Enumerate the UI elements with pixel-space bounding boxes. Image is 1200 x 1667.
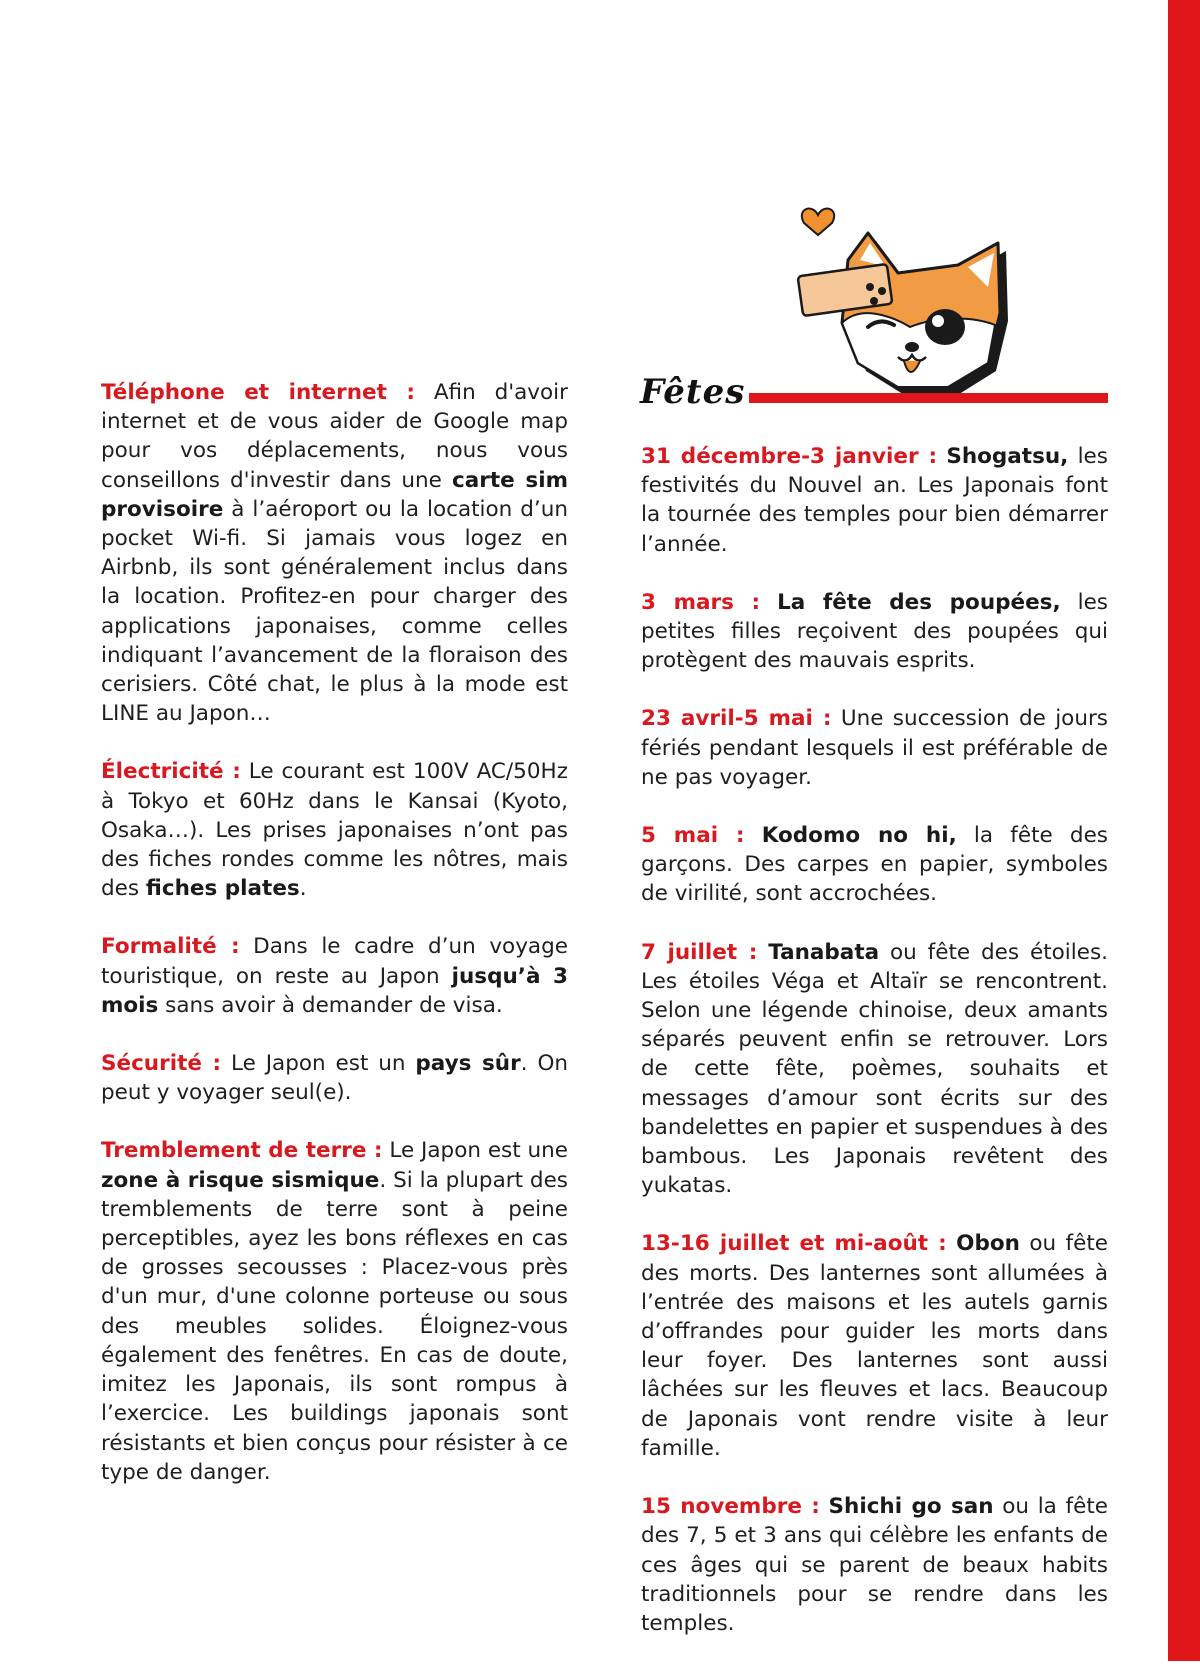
festival-paragraph — [641, 821, 1108, 909]
festival-label: 5 mai : — [641, 823, 745, 849]
body-text — [820, 1494, 829, 1519]
festival-label: 31 décembre-3 janvier : — [641, 444, 938, 469]
shiba-dog-winking-icon — [790, 205, 1040, 415]
info-label: Téléphone et internet : — [101, 380, 415, 405]
emphasis-text: carte sim provisoire — [101, 467, 568, 522]
emphasis-text: jusqu’à 3 mois — [101, 963, 568, 1018]
body-text — [937, 444, 946, 469]
festival-paragraph — [641, 938, 1108, 1201]
festival-label: 3 mars : — [641, 589, 761, 615]
red-side-bar — [1168, 0, 1200, 1661]
emphasis-text: La fête des poupées, — [777, 589, 1061, 615]
emphasis-text: Shichi go san — [828, 1494, 994, 1520]
festival-paragraph — [641, 704, 1108, 792]
body-text — [760, 590, 777, 615]
body-text: . — [299, 876, 307, 902]
info-label: Sécurité : — [101, 1051, 222, 1077]
body-text: Le Japon est une — [382, 1138, 568, 1164]
body-text: Dans le cadre d’un voyage touristique, on reste au Japon — [101, 934, 568, 989]
info-paragraph — [101, 1136, 568, 1486]
body-text: Le courant est 100V AC/50Hz à Tokyo et 60Hz dans le Kansai (Kyoto, Osaka…). Les prises japonaises n’ont pas des fiches rondes comme les nôtres, mais des — [101, 759, 568, 902]
festival-label: 23 avril-5 mai : — [641, 706, 832, 732]
body-text: les festivités du Nouvel an. Les Japonais font la tournée des temples pour bien démarrer l’année. — [641, 444, 1108, 557]
emphasis-text: Obon — [956, 1231, 1020, 1257]
body-text: les petites filles reçoivent des poupées qui protègent des mauvais esprits. — [641, 589, 1108, 674]
emphasis-text: Tanabata — [768, 939, 880, 965]
body-text: Une succession de jours fériés pendant lesquels il est préférable de ne pas voyager. — [641, 706, 1108, 790]
info-label: Électricité : — [101, 759, 241, 785]
info-label: Formalité : — [101, 934, 240, 960]
body-text: . Si la plupart des tremblements de terre sont à peine perceptibles, ayez les bons réflexes en cas de grosses secousses : Placez-vous près d'un mur, d'une colonne porteuse ou sous des meubles solides. Éloignez-vous également des fenêtres. En cas de doute, imitez les Japonais, ils sont rompus à l’exercice. Les buildings japonais sont résistants et bien conçus pour résister à ce type de danger. — [101, 1167, 568, 1485]
body-text: la fête des garçons. Des carpes en papier, symboles de virilité, sont accrochées. — [641, 823, 1108, 907]
body-text: à l’aéroport ou la location d’un pocket Wi-fi. Si jamais vous logez en Airbnb, ils sont généralement inclus dans la location. Profitez-en pour charger des applications japonaises, comme celles indiquant l’avancement de la floraison des cerisiers. Côté chat, le plus à la mode est LINE au Japon… — [101, 496, 568, 727]
emphasis-text: fiches plates — [145, 876, 300, 902]
body-text: sans avoir à demander de visa. — [158, 992, 503, 1018]
body-text: . On peut y voyager seul(e). — [101, 1051, 568, 1106]
festivals-column — [641, 442, 1108, 1667]
body-text — [757, 940, 768, 965]
emphasis-text: Kodomo no hi, — [761, 823, 957, 849]
info-paragraph — [101, 1049, 568, 1107]
body-text: ou fête des étoiles. Les étoiles Véga et Altaïr se rencontrent. Selon une légende chinoise, deux amants séparés peuvent enfin se retrouver. Lors de cette fête, poèmes, souhaits et messages d’amour sont écrits sur des bandelettes en papier et suspendues à des bambous. Les Japonais revêtent des yukatas. — [641, 939, 1109, 1199]
info-label: Tremblement de terre : — [101, 1138, 383, 1164]
festival-label: 15 novembre : — [641, 1494, 820, 1520]
festival-paragraph — [641, 442, 1108, 559]
festival-paragraph — [641, 1229, 1108, 1463]
body-text: Le Japon est un — [221, 1051, 416, 1077]
body-text — [947, 1231, 956, 1256]
info-paragraph — [101, 932, 568, 1020]
festival-paragraph — [641, 588, 1108, 676]
emphasis-text: pays sûr — [415, 1051, 521, 1077]
body-text: Afin d'avoir internet et de vous aider de Google map pour vos déplacements, nous vous conseillons d'investir dans une — [101, 380, 568, 493]
practical-info-column — [101, 378, 568, 1516]
title-underline — [749, 393, 1108, 403]
festival-paragraph — [641, 1492, 1108, 1638]
festival-label: 7 juillet : — [641, 939, 758, 965]
emphasis-text: Shogatsu, — [946, 444, 1069, 469]
emphasis-text: zone à risque sismique — [101, 1167, 380, 1193]
body-text: ou la fête des 7, 5 et 3 ans qui célèbre les enfants de ces âges qui se parent de beaux habits traditionnels pour se rendre dans les temples. — [641, 1494, 1108, 1636]
info-paragraph — [101, 757, 568, 903]
info-paragraph — [101, 378, 568, 728]
body-text — [745, 823, 762, 848]
heart-icon — [802, 209, 834, 235]
festival-label: 13-16 juillet et mi-août : — [641, 1231, 947, 1257]
body-text: ou fête des morts. Des lanternes sont allumées à l’entrée des maisons et les autels garnis d’offrandes pour guider les morts dans leur foyer. Des lanternes sont aussi lâchées sur les fleuves et lacs. Beaucoup de Japonais vont rendre visite à leur famille. — [641, 1231, 1109, 1461]
festivals-title: Fêtes — [640, 372, 746, 412]
